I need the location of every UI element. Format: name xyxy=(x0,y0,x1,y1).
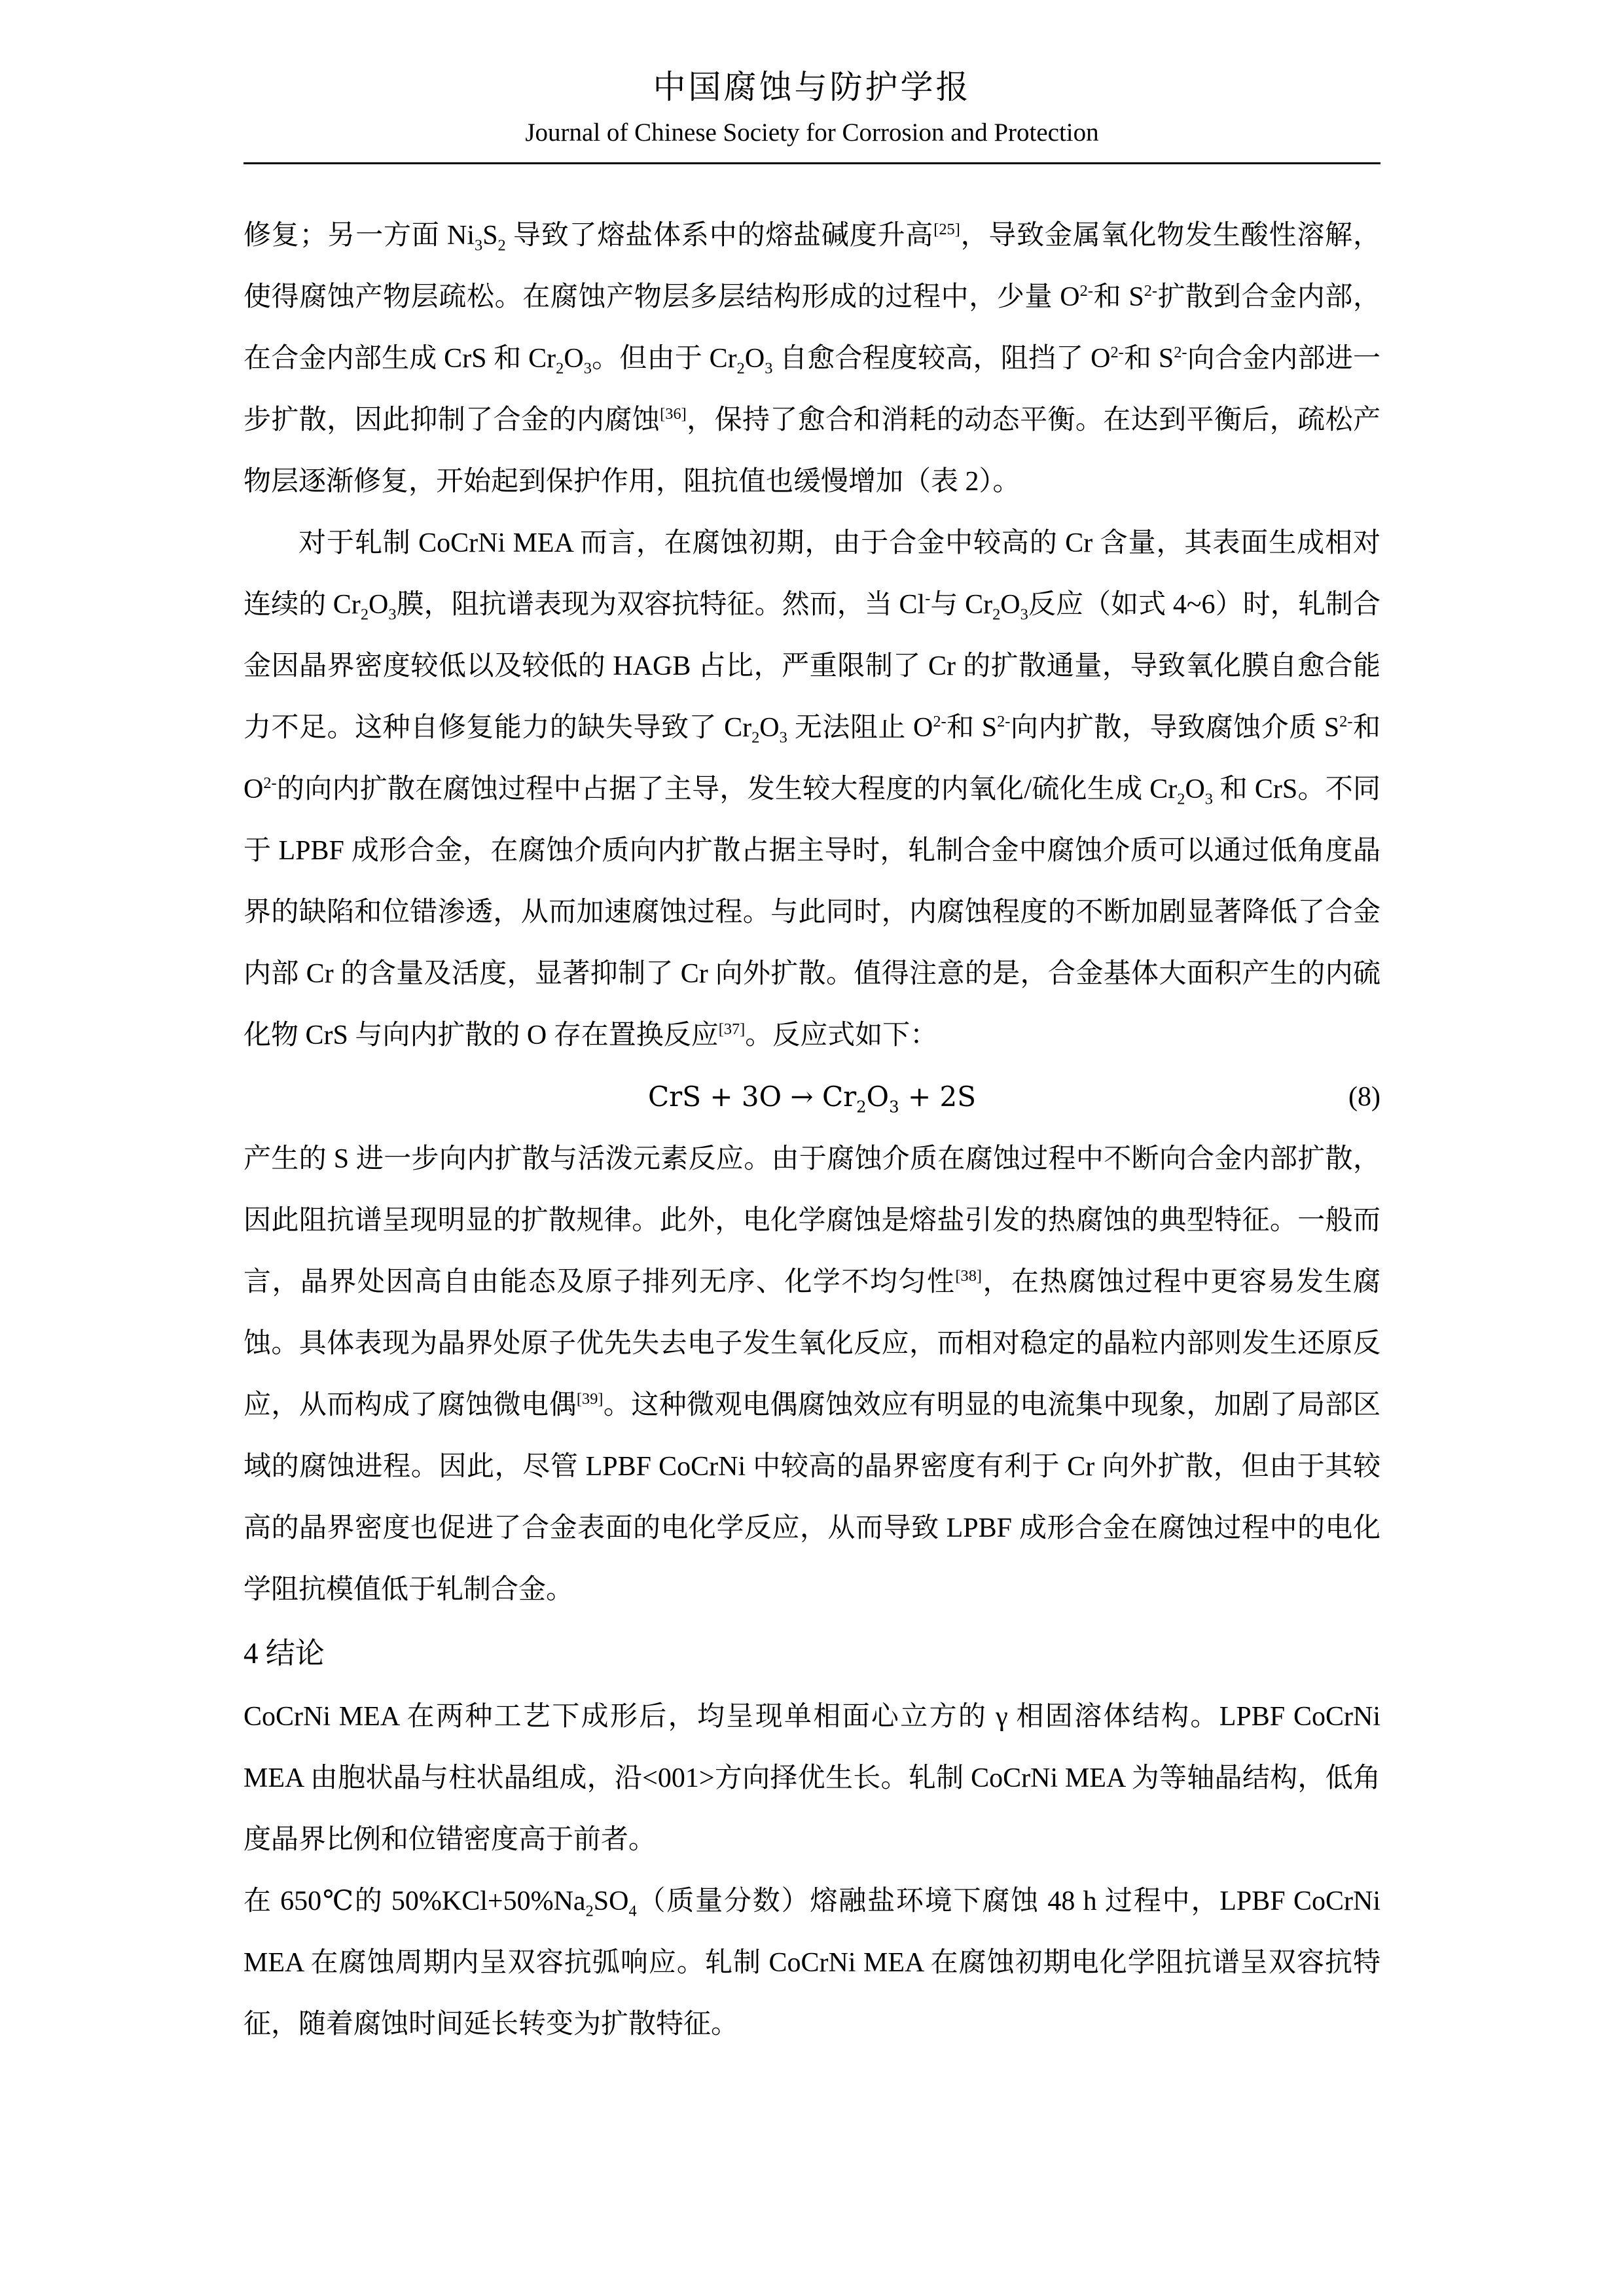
section-heading-conclusions: 4 结论 xyxy=(244,1637,325,1670)
equation-formula: CrS + $3O \to Cr_2O_3 + 2S$ xyxy=(648,1081,976,1117)
article-body xyxy=(244,205,1380,2055)
equation-8 xyxy=(244,1066,1380,1128)
paragraph-corrosion-product-layer: 修复；另一方面 $Ni_3S_2$ 导致了熔盐体系中的熔盐碱度升高[25]，导致金属氧化物发生酸性溶解，使得腐蚀产物层疏松。在腐蚀产物层多层结构形成的过程中，少量 $O^{2-}$和 $S^{2-}$扩散到合金内部，在合金内部生成 CrS 和 $Cr_2O_3$。但由于 $Cr_2O_3$ 自愈合程度较高，阻挡了 $O^{2-}$和 $S^{2-}$向合金内部进一步扩散，因此抑制了合金的内腐蚀[36]，保持了愈合和消耗的动态平衡。在达到平衡后，疏松产物层逐渐修复，开始起到保护作用，阻抗值也缓慢增加（表 2）。 xyxy=(244,221,1380,497)
paragraph-rolled-alloy-mechanism: 对于轧制 CoCrNi MEA 而言，在腐蚀初期，由于合金中较高的 Cr 含量，其表面生成相对连续的 $Cr_2O_3$膜，阻抗谱表现为双容抗特征。然而，当 Cl-与 $Cr_2O_3$反应（如式 4~6）时，轧制合金因晶界密度较低以及较低的 HAGB 占比，严重限制了 Cr 的扩散通量，导致氧化膜自愈合能力不足。这种自修复能力的缺失导致了 $Cr_2O_3$ 无法阻止 $O^{2-}$和 $S^{2-}$向内扩散，导致腐蚀介质 $S^{2-}$和 $O^{2-}$的向内扩散在腐蚀过程中占据了主导，发生较大程度的内氧化/硫化生成 $Cr_2O_3$ 和 CrS。不同于 LPBF 成形合金，在腐蚀介质向内扩散占据主导时，轧制合金中腐蚀介质可以通过低角度晶界的缺陷和位错渗透，从而加速腐蚀过程。与此同时，内腐蚀程度的不断加剧显著降低了合金内部 Cr 的含量及活度，显著抑制了 Cr 向外扩散。值得注意的是，合金基体大面积产生的内硫化物 CrS 与向内扩散的 O 存在置换反应[37]。反应式如下： xyxy=(244,528,1381,1051)
paragraph-conclusion-corrosion-behavior: 在 650℃的 $50\%KCl+50\%Na_2SO_4$（质量分数）熔融盐环境下腐蚀 48 h 过程中，LPBF CoCrNi MEA 在腐蚀周期内呈双容抗弧响应。轧制 CoCrNi MEA 在腐蚀初期电化学阻抗谱呈双容抗特征，随着腐蚀时间延长转变为扩散特征。 xyxy=(244,1886,1380,2040)
header-divider xyxy=(244,162,1380,164)
paragraph-conclusion-microstructure: CoCrNi MEA 在两种工艺下成形后，均呈现单相面心立方的 γ 相固溶体结构。LPBF CoCrNi MEA 由胞状晶与柱状晶组成，沿<001>方向择优生长。轧制 CoCrNi MEA 为等轴晶结构，低角度晶界比例和位错密度高于前者。 xyxy=(244,1702,1380,1856)
paragraph-diffusion-and-galvanic-corrosion: 产生的 S 进一步向内扩散与活泼元素反应。由于腐蚀介质在腐蚀过程中不断向合金内部扩散，因此阻抗谱呈现明显的扩散规律。此外，电化学腐蚀是熔盐引发的热腐蚀的典型特征。一般而言，晶界处因高自由能态及原子排列无序、化学不均匀性[38]，在热腐蚀过程中更容易发生腐蚀。具体表现为晶界处原子优先失去电子发生氧化反应，而相对稳定的晶粒内部则发生还原反应，从而构成了腐蚀微电偶[39]。这种微观电偶腐蚀效应有明显的电流集中现象，加剧了局部区域的腐蚀进程。因此，尽管 LPBF CoCrNi 中较高的晶界密度有利于 Cr 向外扩散，但由于其较高的晶界密度也促进了合金表面的电化学反应，从而导致 LPBF 成形合金在腐蚀过程中的电化学阻抗模值低于轧制合金。 xyxy=(244,1144,1380,1605)
journal-title-chinese: 中国腐蚀与防护学报 xyxy=(653,69,971,105)
journal-title-english: Journal of Chinese Society for Corrosion and Protection xyxy=(525,118,1099,147)
journal-header xyxy=(244,65,1380,164)
equation-number: (8) xyxy=(1348,1082,1380,1113)
